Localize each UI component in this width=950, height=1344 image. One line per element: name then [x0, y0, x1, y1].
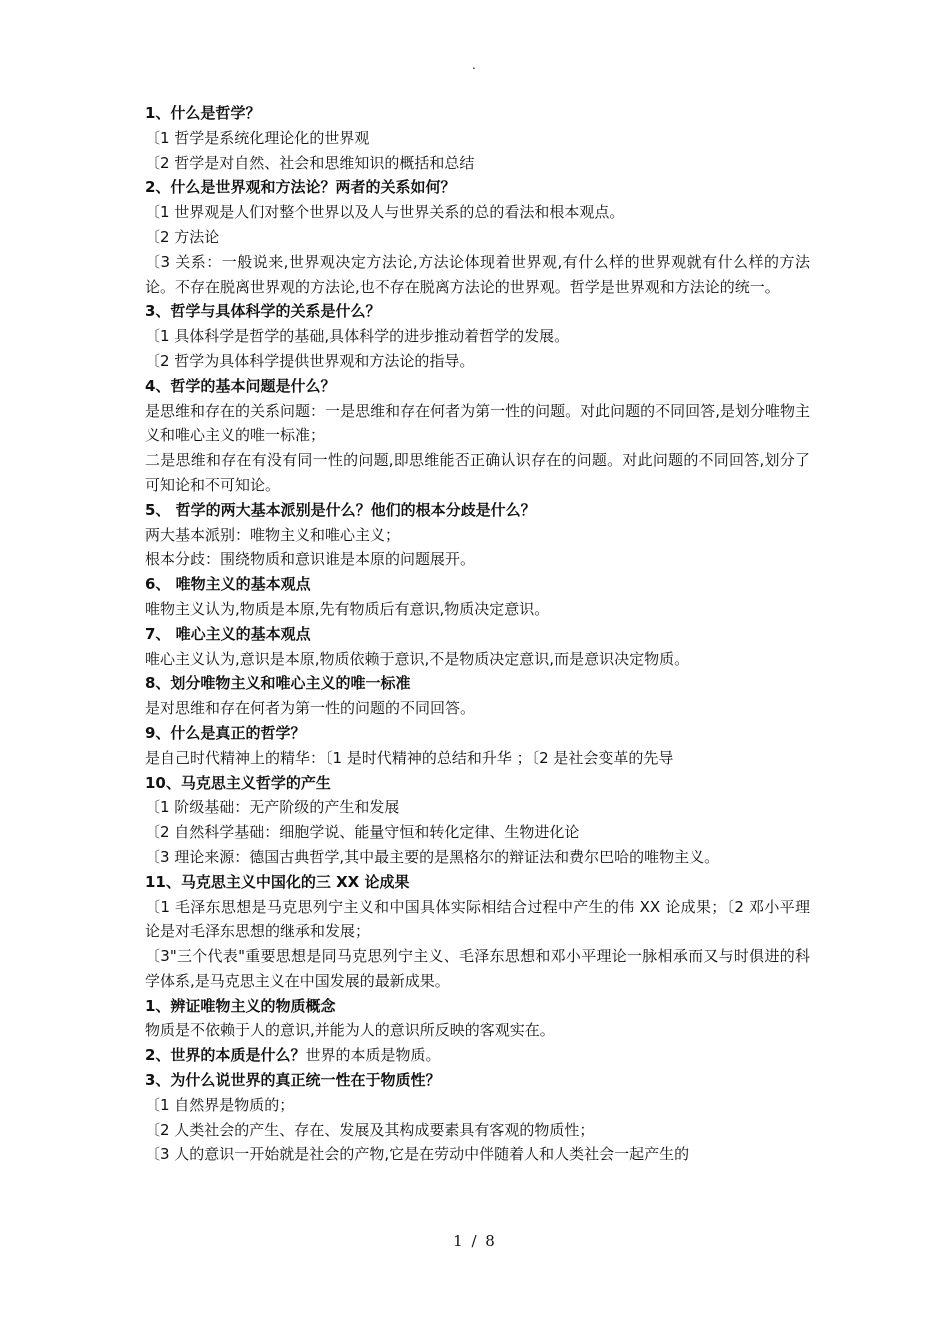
heading-q11: 11、马克思主义中国化的三 XX 论成果	[145, 872, 410, 891]
heading-q8: 8、划分唯物主义和唯心主义的唯一标准	[145, 674, 411, 693]
heading-q7: 7、 唯心主义的基本观点	[145, 624, 311, 643]
header-dot: .	[472, 58, 476, 72]
text-line: 〔2 哲学是对自然、社会和思维知识的概括和总结	[145, 153, 475, 172]
text-line: 〔3 人的意识一开始就是社会的产物,它是在劳动中伴随着人和人类社会一起产生的	[145, 1145, 690, 1164]
heading-q10: 10、马克思主义哲学的产生	[145, 773, 331, 792]
text-line: 〔2 方法论	[145, 227, 220, 246]
text-line: 根本分歧：围绕物质和意识谁是本原的问题展开。	[145, 550, 476, 569]
heading-d1: 1、辨证唯物主义的物质概念	[145, 996, 336, 1015]
heading-d3: 3、为什么说世界的真正统一性在于物质性？	[145, 1071, 441, 1090]
text-line: 〔2 哲学为具体科学提供世界观和方法论的指导。	[145, 351, 475, 370]
heading-q6: 6、 唯物主义的基本观点	[145, 575, 311, 594]
answer-d2: 世界的本质是物质。	[305, 1046, 441, 1065]
heading-q2: 2、什么是世界观和方法论？两者的关系如何？	[145, 178, 456, 197]
heading-q9: 9、什么是真正的哲学？	[145, 723, 306, 742]
text-line: 〔1 阶级基础：无产阶级的产生和发展	[145, 798, 400, 817]
heading-q3: 3、哲学与具体科学的关系是什么？	[145, 302, 381, 321]
text-line: 唯心主义认为,意识是本原,物质依赖于意识,不是物质决定意识,而是意识决定物质。	[145, 649, 690, 668]
heading-d2-row	[145, 1043, 810, 1068]
paragraph: 〔3"三个代表"重要思想是同马克思列宁主义、毛泽东思想和邓小平理论一脉相承而又与时俱进的科学体系,是马克思主义在中国发展的最新成果。	[145, 947, 810, 990]
text-line: 物质是不依赖于人的意识,并能为人的意识所反映的客观实在。	[145, 1021, 555, 1040]
text-line: 〔1 具体科学是哲学的基础,具体科学的进步推动着哲学的发展。	[145, 327, 570, 346]
paragraph: 〔1 毛泽东思想是马克思列宁主义和中国具体实际相结合过程中产生的伟 XX 论成果；〔2 邓小平理论是对毛泽东思想的继承和发展；	[145, 897, 810, 941]
heading-q4: 4、哲学的基本问题是什么？	[145, 376, 336, 395]
text-line: 是对思维和存在何者为第一性的问题的不同回答。	[145, 699, 476, 718]
text-line: 〔3 理论来源：德国古典哲学,其中最主要的是黑格尔的辩证法和费尔巴哈的唯物主义。	[145, 847, 720, 866]
text-line: 〔2 自然科学基础：细胞学说、能量守恒和转化定律、生物进化论	[145, 823, 580, 842]
document-body	[145, 101, 810, 1167]
text-line: 〔2 人类社会的产生、存在、发展及其构成要素具有客观的物质性；	[145, 1120, 595, 1139]
text-line: 〔1 自然界是物质的；	[145, 1095, 295, 1114]
text-line: 〔1 哲学是系统化理论化的世界观	[145, 128, 370, 147]
text-line: 是自己时代精神上的精华：〔1 是时代精神的总结和升华 ；〔2 是社会变革的先导	[145, 748, 674, 767]
paragraph: 〔3 关系：一般说来,世界观决定方法论,方法论体现着世界观,有什么样的世界观就有什么样的方法论。不存在脱离世界观的方法论,也不存在脱离方法论的世界观。哲学是世界观和方法论的统一。	[145, 252, 810, 296]
text-line: 唯物主义认为,物质是本原,先有物质后有意识,物质决定意识。	[145, 599, 550, 618]
heading-d2: 2、世界的本质是什么？	[145, 1046, 306, 1065]
heading-q5: 5、 哲学的两大基本派别是什么？他们的根本分歧是什么？	[145, 500, 536, 519]
text-line: 〔1 世界观是人们对整个世界以及人与世界关系的总的看法和根本观点。	[145, 203, 625, 222]
heading-q1: 1、什么是哲学？	[145, 104, 261, 122]
page-number: 1 / 8	[453, 1232, 497, 1250]
paragraph: 二是思维和存在有没有同一性的问题,即思维能否正确认识存在的问题。对此问题的不同回答,划分了可知论和不可知论。	[145, 451, 810, 494]
paragraph: 是思维和存在的关系问题：一是思维和存在何者为第一性的问题。对此问题的不同回答,是划分唯物主义和唯心主义的唯一标准；	[145, 401, 810, 445]
text-line: 两大基本派别：唯物主义和唯心主义；	[145, 525, 401, 544]
